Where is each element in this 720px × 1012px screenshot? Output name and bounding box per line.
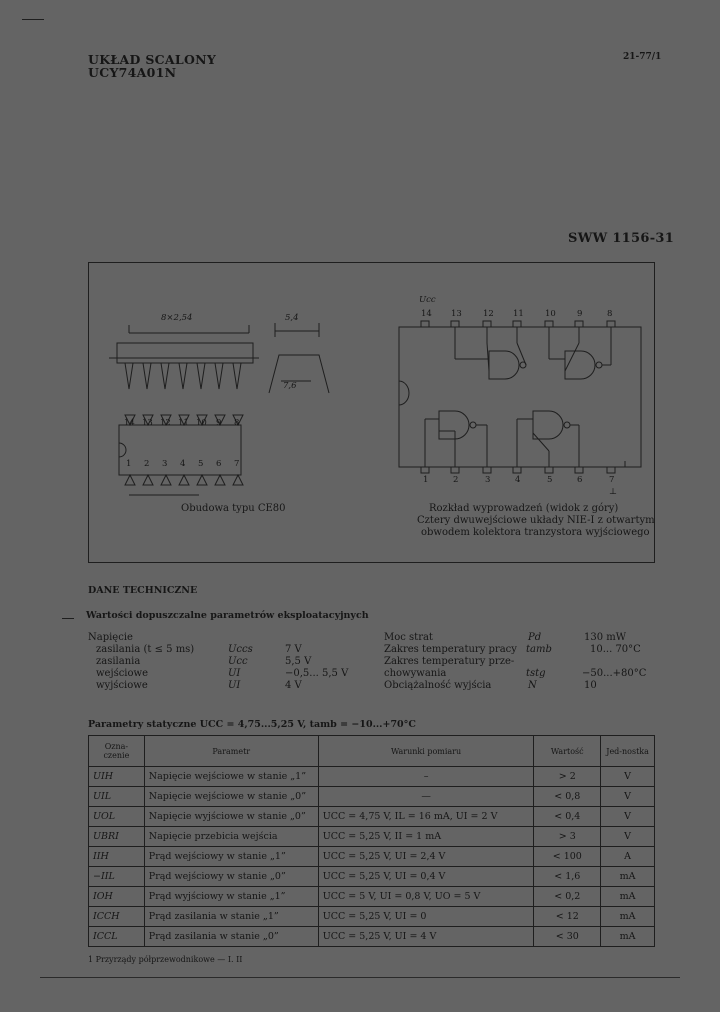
row-conditions: UCC = 5,25 V, II = 1 mA xyxy=(318,827,534,847)
table-row xyxy=(89,867,655,887)
table-row xyxy=(89,847,655,867)
table-row xyxy=(89,927,655,947)
row-parameter: Prąd wyjściowy w stanie „1” xyxy=(144,887,318,907)
limit-symbol: Uccs xyxy=(228,644,253,655)
row-conditions: UCC = 4,75 V, IL = 16 mA, UI = 2 V xyxy=(318,807,534,827)
limit-value: 5,5 V xyxy=(285,656,312,667)
row-unit: A xyxy=(601,847,655,867)
table-row xyxy=(89,827,655,847)
limit-symbol: Pd xyxy=(528,632,542,643)
col-header-conditions: Warunki pomiaru xyxy=(318,736,534,767)
vcc-label: Ucc xyxy=(419,295,436,305)
row-value: < 0,2 xyxy=(534,887,601,907)
dimension-side: 5,4 xyxy=(285,313,299,323)
row-value: < 30 xyxy=(534,927,601,947)
row-parameter: Napięcie wejściowe w stanie „1” xyxy=(144,767,318,787)
row-value: < 100 xyxy=(534,847,601,867)
chip-pin-8: 8 xyxy=(607,309,613,319)
row-unit: V xyxy=(601,767,655,787)
pkg-pin-2: 2 xyxy=(144,459,150,469)
row-unit: mA xyxy=(601,927,655,947)
table-row xyxy=(89,767,655,787)
row-parameter: Prąd zasilania w stanie „1” xyxy=(144,907,318,927)
standard-number: SWW 1156-31 xyxy=(568,231,675,246)
table-row xyxy=(89,807,655,827)
row-conditions: UCC = 5,25 V, UI = 0,4 V xyxy=(318,867,534,887)
row-conditions: UCC = 5,25 V, UI = 0 xyxy=(318,907,534,927)
pkg-pin-5: 5 xyxy=(198,459,204,469)
row-symbol: UIH xyxy=(89,767,145,787)
limit-value: 10 xyxy=(584,680,597,691)
limits-heading: Wartości dopuszczalne parametrów eksploatacyjnych xyxy=(86,610,369,621)
row-conditions: UCC = 5,25 V, UI = 2,4 V xyxy=(318,847,534,867)
pinout-diagram xyxy=(389,303,649,493)
chip-pin-7: 7 xyxy=(609,475,615,485)
package-caption: Obudowa typu CE80 xyxy=(181,503,286,514)
pkg-pin-8: 8 xyxy=(234,418,240,428)
limit-label: Moc strat xyxy=(384,632,433,643)
footer-note: 1 Przyrządy półprzewodnikowe — I. II xyxy=(88,955,243,964)
row-symbol: IIH xyxy=(89,847,145,867)
ground-symbol: ⊥ xyxy=(609,487,617,497)
chip-pin-14: 14 xyxy=(421,309,432,319)
table-row xyxy=(89,787,655,807)
corner-mark xyxy=(22,19,44,20)
chip-pin-11: 11 xyxy=(513,309,524,319)
chip-pin-13: 13 xyxy=(451,309,462,319)
dash-mark xyxy=(62,618,74,619)
limit-symbol: tstg xyxy=(526,668,546,679)
pkg-pin-14: 14 xyxy=(124,418,135,428)
limit-label: zasilania xyxy=(96,656,141,667)
row-unit: V xyxy=(601,787,655,807)
row-unit: V xyxy=(601,827,655,847)
pkg-pin-4: 4 xyxy=(180,459,186,469)
limit-value: −0,5... 5,5 V xyxy=(285,668,349,679)
table-header-row xyxy=(89,736,655,767)
col-header-parameter: Parametr xyxy=(144,736,318,767)
col-header-symbol: Ozna-czenie xyxy=(89,736,145,767)
limit-value: 10... 70°C xyxy=(590,644,641,655)
section-heading: DANE TECHNICZNE xyxy=(88,585,198,596)
limit-value: 4 V xyxy=(285,680,302,691)
row-symbol: −IIL xyxy=(89,867,145,887)
limit-label: Zakres temperatury pracy xyxy=(384,644,517,655)
pinout-caption-2: Cztery dwuwejściowe układy NIE-I z otwartym xyxy=(417,515,655,526)
col-header-unit: Jed-nostka xyxy=(601,736,655,767)
row-symbol: UIL xyxy=(89,787,145,807)
page-reference: 21-77/1 xyxy=(623,52,662,62)
footer-rule xyxy=(40,977,680,978)
row-parameter: Prąd zasilania w stanie „0” xyxy=(144,927,318,947)
figure-frame xyxy=(88,262,655,563)
col-header-value: Wartość xyxy=(534,736,601,767)
limit-value: 7 V xyxy=(285,644,302,655)
limit-label: chowywania xyxy=(384,668,447,679)
row-parameter: Napięcie wejściowe w stanie „0” xyxy=(144,787,318,807)
limit-symbol: UI xyxy=(228,680,241,691)
row-value: > 2 xyxy=(534,767,601,787)
row-parameter: Prąd wejściowy w stanie „0” xyxy=(144,867,318,887)
row-unit: mA xyxy=(601,907,655,927)
row-unit: mA xyxy=(601,887,655,907)
limit-label: zasilania (t ≤ 5 ms) xyxy=(96,644,195,655)
pinout-caption-3: obwodem kolektora tranzystora wyjściowego xyxy=(421,527,650,538)
row-unit: V xyxy=(601,807,655,827)
row-value: < 1,6 xyxy=(534,867,601,887)
pkg-pin-11: 11 xyxy=(178,418,189,428)
chip-pin-10: 10 xyxy=(545,309,556,319)
row-parameter: Prąd wejściowy w stanie „1” xyxy=(144,847,318,867)
row-symbol: ICCL xyxy=(89,927,145,947)
package-drawing xyxy=(89,263,389,513)
chip-pin-3: 3 xyxy=(485,475,491,485)
pkg-pin-13: 13 xyxy=(142,418,153,428)
pinout-caption-1: Rozkład wyprowadzeń (widok z góry) xyxy=(429,503,619,514)
row-symbol: IOH xyxy=(89,887,145,907)
row-parameter: Napięcie wyjściowe w stanie „0” xyxy=(144,807,318,827)
row-symbol: ICCH xyxy=(89,907,145,927)
chip-pin-12: 12 xyxy=(483,309,494,319)
limit-value: 130 mW xyxy=(584,632,627,643)
limit-label: wyjściowe xyxy=(96,680,148,691)
chip-pin-6: 6 xyxy=(577,475,583,485)
row-conditions: – xyxy=(318,767,534,787)
pkg-pin-10: 10 xyxy=(196,418,207,428)
row-value: > 3 xyxy=(534,827,601,847)
row-conditions: UCC = 5,25 V, UI = 4 V xyxy=(318,927,534,947)
row-symbol: UBRI xyxy=(89,827,145,847)
table-row xyxy=(89,907,655,927)
dimension-mid: 7,6 xyxy=(283,381,297,391)
document-title: UKŁAD SCALONY xyxy=(88,52,217,67)
row-conditions: — xyxy=(318,787,534,807)
limit-symbol: N xyxy=(528,680,537,691)
chip-pin-2: 2 xyxy=(453,475,459,485)
limit-symbol: Ucc xyxy=(228,656,248,667)
pkg-pin-1: 1 xyxy=(126,459,132,469)
pkg-pin-9: 9 xyxy=(216,418,222,428)
pkg-pin-3: 3 xyxy=(162,459,168,469)
limit-label: Zakres temperatury prze- xyxy=(384,656,515,667)
row-value: < 12 xyxy=(534,907,601,927)
pkg-pin-6: 6 xyxy=(216,459,222,469)
chip-pin-4: 4 xyxy=(515,475,521,485)
static-params-table xyxy=(88,735,655,947)
limit-label: Napięcie xyxy=(88,632,133,643)
limit-symbol: UI xyxy=(228,668,241,679)
limit-label: Obciążalność wyjścia xyxy=(384,680,492,691)
table-row xyxy=(89,887,655,907)
dimension-top: 8×2,54 xyxy=(161,313,193,323)
chip-pin-1: 1 xyxy=(423,475,429,485)
pkg-pin-7: 7 xyxy=(234,459,240,469)
chip-pin-5: 5 xyxy=(547,475,553,485)
row-conditions: UCC = 5 V, UI = 0,8 V, UO = 5 V xyxy=(318,887,534,907)
chip-pin-9: 9 xyxy=(577,309,583,319)
limit-symbol: tamb xyxy=(526,644,552,655)
row-value: < 0,4 xyxy=(534,807,601,827)
static-params-heading: Parametry statyczne UCC = 4,75...5,25 V, tamb = −10...+70°C xyxy=(88,719,416,730)
row-unit: mA xyxy=(601,867,655,887)
limit-value: −50...+80°C xyxy=(582,668,647,679)
row-parameter: Napięcie przebicia wejścia xyxy=(144,827,318,847)
pkg-pin-12: 12 xyxy=(160,418,171,428)
part-number: UCY74A01N xyxy=(88,65,177,80)
limit-label: wejściowe xyxy=(96,668,149,679)
row-symbol: UOL xyxy=(89,807,145,827)
row-value: < 0,8 xyxy=(534,787,601,807)
